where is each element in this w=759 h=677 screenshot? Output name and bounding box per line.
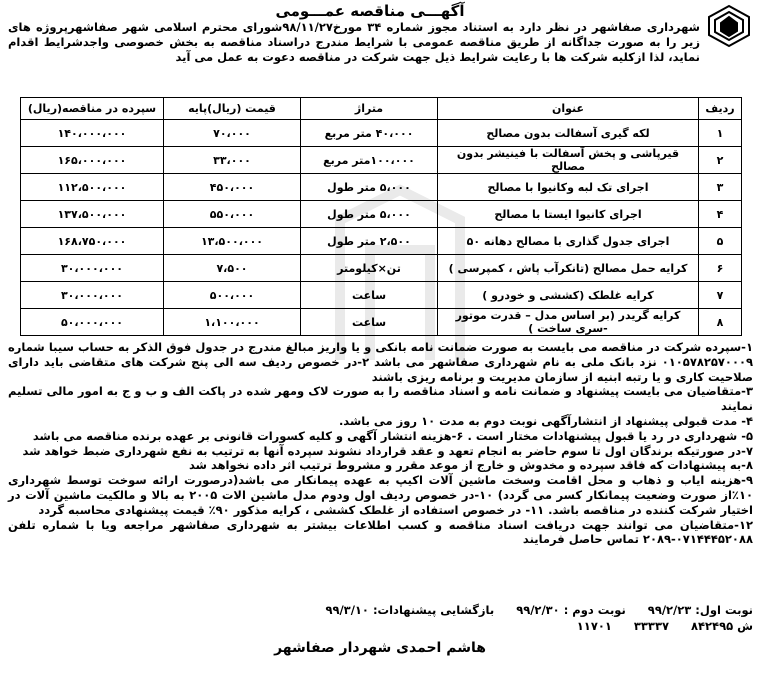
cell-row-number: ۲ [699, 147, 742, 174]
cell-base-price: ۴۵۰،۰۰۰ [164, 174, 301, 201]
table-row [21, 255, 742, 282]
table-row [21, 282, 742, 309]
cell-title: کرایه غلطک (کششی و خودرو ) [438, 282, 699, 309]
table-row [21, 147, 742, 174]
cell-base-price: ۳۳،۰۰۰ [164, 147, 301, 174]
cell-quantity: ساعت [301, 309, 438, 336]
table-row [21, 174, 742, 201]
table-row [21, 228, 742, 255]
cell-deposit: ۱۱۲،۵۰۰،۰۰۰ [21, 174, 164, 201]
reference-code-3: ۱۱۷۰۱ [576, 619, 612, 633]
dates-row [8, 602, 753, 618]
cell-row-number: ۵ [699, 228, 742, 255]
cell-base-price: ۵۵۰،۰۰۰ [164, 201, 301, 228]
projects-table [20, 97, 742, 336]
mayor-signature: هاشم احمدی شهردار صفاشهر [274, 640, 486, 656]
header-base-price: قیمت (ریال)پایه [164, 98, 301, 120]
condition-item: ۷-در صورتیکه برندگان اول تا سوم حاضر به انجام تعهد و عقد قرارداد نشوند سپرده آنها به ترتیب به نفع شهرداری ضبط خواهد شد [22, 443, 753, 458]
table-header-row [21, 98, 742, 120]
intro-text: شهرداری صفاشهر در نظر دارد به استناد مجوز شماره ۳۴ مورخ۹۸/۱۱/۲۷شورای محترم اسلامی شهر صفاشهرپروژه های زیر را به صورت جداگانه از طریق مناقصه عمومی با شرایط مندرج دراسناد مناقصه به بخش خصوصی واجدشرایط اقدام نماید، لذا ازکلیه شرکت ها با رعایت شرایط ذیل جهت شرکت در مناقصه دعوت به عمل می آید [8, 20, 700, 64]
notice-dates [8, 602, 753, 634]
cell-base-price: ۷،۵۰۰ [164, 255, 301, 282]
cell-deposit: ۳۰،۰۰۰،۰۰۰ [21, 282, 164, 309]
cell-base-price: ۱۳،۵۰۰،۰۰۰ [164, 228, 301, 255]
condition-item: ۹-هزینه ایاب و ذهاب و محل اقامت وسخت ماشین آلات اکیپ به عهده پیمانکار می باشد(درصورت ارائه سوخت توسط شهرداری ۱۰٪از صورت وضعیت پیمانکار کسر می گردد) ۱۰-در خصوص ردیف اول ودوم مدل ماشین الات ۲۰۰۵ به بالا و مالکیت ماشین آلات در اختیار شرکت کننده در مناقصه باشد. ۱۱- در خصوص استفاده از غلطک کششی ، کرایه مذکور ۹۰٪ قیمت پیشنهادی محاسبه گردد [8, 473, 753, 517]
cell-quantity: ۵،۰۰۰ متر طول [301, 201, 438, 228]
condition-item: ۸-به پیشنهادات که فاقد سپرده و مخدوش و خارج از موعد مقرر و مشروط ترتیب اثر داده نخواهد شد [188, 458, 753, 473]
opening-date: بازگشایی پیشنهادات: ۹۹/۳/۱۰ [325, 603, 495, 617]
notice-title: آگهـــی مناقصه عمـــومی [275, 2, 465, 20]
cell-base-price: ۷۰،۰۰۰ [164, 120, 301, 147]
intro-paragraph [8, 20, 700, 65]
cell-row-number: ۳ [699, 174, 742, 201]
conditions-list [8, 340, 753, 547]
codes-row [8, 618, 753, 634]
cell-quantity: ساعت [301, 282, 438, 309]
cell-deposit: ۵۰،۰۰۰،۰۰۰ [21, 309, 164, 336]
condition-item: ۴- مدت قبولی پیشنهاد از انتشارآگهی نوبت دوم به مدت ۱۰ روز می باشد. [338, 413, 753, 428]
cell-deposit: ۳۰،۰۰۰،۰۰۰ [21, 255, 164, 282]
cell-title: کرایه گریدر (بر اساس مدل – قدرت موتور -سری ساخت ) [438, 309, 699, 336]
condition-item: ۳-متقاضیان می بایست پیشنهاد و ضمانت نامه و اسناد مناقصه را به صورت لاک ومهر شده در پاکت الف و ب و ج به امور مالی تسلیم نمایند [8, 384, 753, 414]
cell-quantity: ۴۰،۰۰۰ متر مربع [301, 120, 438, 147]
header-row-number: ردیف [699, 98, 742, 120]
cell-quantity: ۵،۰۰۰ متر طول [301, 174, 438, 201]
first-notice-date: نوبت اول: ۹۹/۲/۲۳ [647, 603, 753, 617]
table-row [21, 120, 742, 147]
cell-title: اجرای کانیوا ایستا با مصالح [438, 201, 699, 228]
cell-title: قیرپاشی و پخش آسفالت با فینیشر بدون مصالح [438, 147, 699, 174]
cell-quantity: تن×کیلومتر [301, 255, 438, 282]
cell-base-price: ۱،۱۰۰،۰۰۰ [164, 309, 301, 336]
cell-deposit: ۱۳۷،۵۰۰،۰۰۰ [21, 201, 164, 228]
cell-row-number: ۸ [699, 309, 742, 336]
cell-title: لکه گیری آسفالت بدون مصالح [438, 120, 699, 147]
header-quantity: متراژ [301, 98, 438, 120]
condition-item: ۱۲-متقاضیان می توانند جهت دریافت اسناد مناقصه و کسب اطلاعات بیشتر به شهرداری صفاشهر مراجعه ویا با شماره تلفن ۰۷۱۴۴۴۵۲۰۸۸-۲۰۸۹ تماس حاصل فرمایند [8, 517, 753, 547]
cell-deposit: ۱۴۰،۰۰۰،۰۰۰ [21, 120, 164, 147]
reference-code-2: ۳۳۳۳۷ [633, 619, 669, 633]
cell-title: اجرای جدول گذاری با مصالح دهانه ۵۰ [438, 228, 699, 255]
cell-deposit: ۱۶۸،۷۵۰،۰۰۰ [21, 228, 164, 255]
header-title: عنوان [438, 98, 699, 120]
cell-row-number: ۴ [699, 201, 742, 228]
reference-code: ش ۸۴۲۴۹۵ [691, 619, 753, 633]
table-row [21, 309, 742, 336]
header-deposit: سپرده در مناقصه(ریال) [21, 98, 164, 120]
cell-deposit: ۱۶۵،۰۰۰،۰۰۰ [21, 147, 164, 174]
cell-quantity: ۲،۵۰۰ متر طول [301, 228, 438, 255]
municipality-emblem-icon [705, 3, 753, 49]
table-row [21, 201, 742, 228]
second-notice-date: نوبت دوم : ۹۹/۲/۳۰ [516, 603, 626, 617]
cell-row-number: ۶ [699, 255, 742, 282]
condition-item: ۱-سپرده شرکت در مناقصه می بایست به صورت ضمانت نامه بانکی و یا واریز مبالغ مندرج در جدول فوق الذکر به حساب سیبا شماره ۰۱۰۵۷۸۲۵۷۰۰۰۹ نزد بانک ملی به نام شهرداری صفاشهر می باشد ۲-در خصوص ردیف سه الی پنج شرکت های متقاضی باید دارای صلاحیت کاری و یا رتبه ابنیه از سازمان مدیریت و برنامه ریزی باشند [8, 340, 753, 384]
cell-base-price: ۵۰۰،۰۰۰ [164, 282, 301, 309]
condition-item: ۵- شهرداری در رد یا قبول پیشنهادات مختار است . ۶-هزینه انتشار آگهی و کلیه کسورات قانونی بر عهده برنده مناقصه می باشد [32, 428, 753, 443]
cell-row-number: ۷ [699, 282, 742, 309]
cell-title: اجرای تک لبه وکانیوا با مصالح [438, 174, 699, 201]
cell-quantity: ۱۰۰،۰۰۰متر مربع [301, 147, 438, 174]
cell-title: کرایه حمل مصالح (تانکرآب پاش ، کمپرسی ) [438, 255, 699, 282]
cell-row-number: ۱ [699, 120, 742, 147]
